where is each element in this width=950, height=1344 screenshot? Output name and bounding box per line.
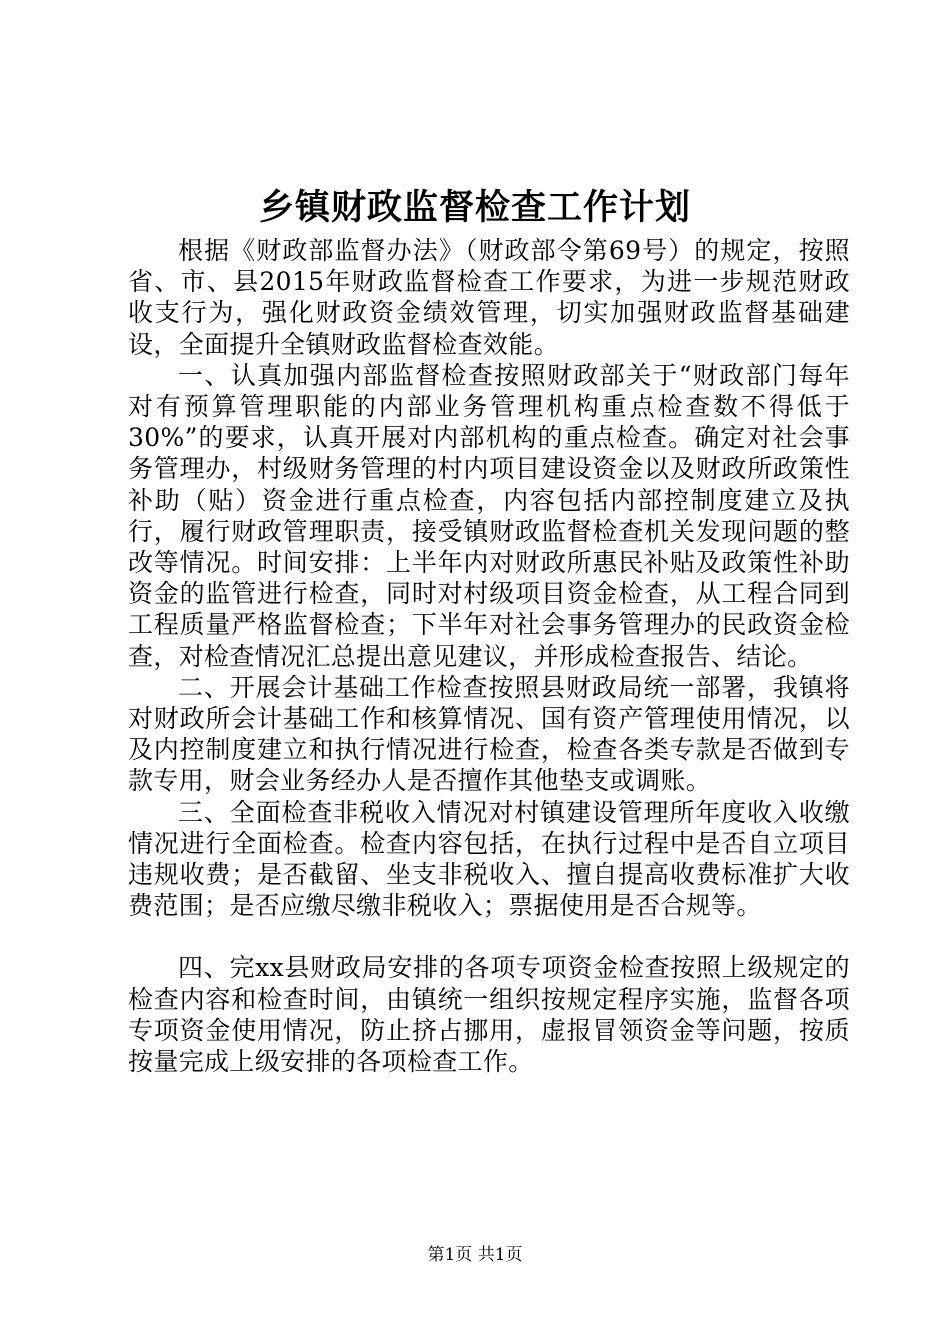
page-footer: 第1页 共1页 — [427, 1245, 523, 1265]
paragraph-section-4: 四、完xx县财政局安排的各项专项资金检查按照上级规定的检查内容和检查时间，由镇统一组织按规定程序实施，监督各项专项资金使用情况，防止挤占挪用，虚报冒领资金等问题，按质按量完成上级安排的各项检查工作。 — [128, 953, 850, 1077]
paragraph-intro: 根据《财政部监督办法》（财政部令第69号）的规定，按照省、市、县2015年财政监督检查工作要求，为进一步规范财政收支行为，强化财政资金绩效管理，切实加强财政监督基础建设，全面提升全镇财政监督检查效能。 — [128, 236, 850, 359]
paragraph-section-2: 二、开展会计基础工作检查按照县财政局统一部署，我镇将对财政所会计基础工作和核算情况、国有资产管理使用情况，以及内控制度建立和执行情况进行检查，检查各类专款是否做到专款专用，财会业务经办人是否擅作其他垫支或调账。 — [128, 672, 850, 796]
paragraph-section-3: 三、全面检查非税收入情况对村镇建设管理所年度收入收缴情况进行全面检查。检查内容包括，在执行过程中是否自立项目违规收费；是否截留、坐支非税收入、擅自提高收费标准扩大收费范围；是否应缴尽缴非税收入；票据使用是否合规等。 — [128, 797, 850, 921]
document-title: 乡镇财政监督检查工作计划 — [258, 187, 691, 228]
document-body — [128, 235, 850, 1077]
paragraph-section-1: 一、认真加强内部监督检查按照财政部关于“财政部门每年对有预算管理职能的内部业务管理机构重点检查数不得低于30%”的要求，认真开展对内部机构的重点检查。确定对社会事务管理办，村级财务管理的村内项目建设资金以及财政所政策性补助（贴）资金进行重点检查，内容包括内部控制度建立及执行，履行财政管理职责，接受镇财政监督检查机关发现问题的整改等情况。时间安排：上半年内对财政所惠民补贴及政策性补助资金的监管进行检查，同时对村级项目资金检查，从工程合同到工程质量严格监督检查；下半年对社会事务管理办的民政资金检查，对检查情况汇总提出意见建议，并形成检查报告、结论。 — [128, 360, 850, 671]
